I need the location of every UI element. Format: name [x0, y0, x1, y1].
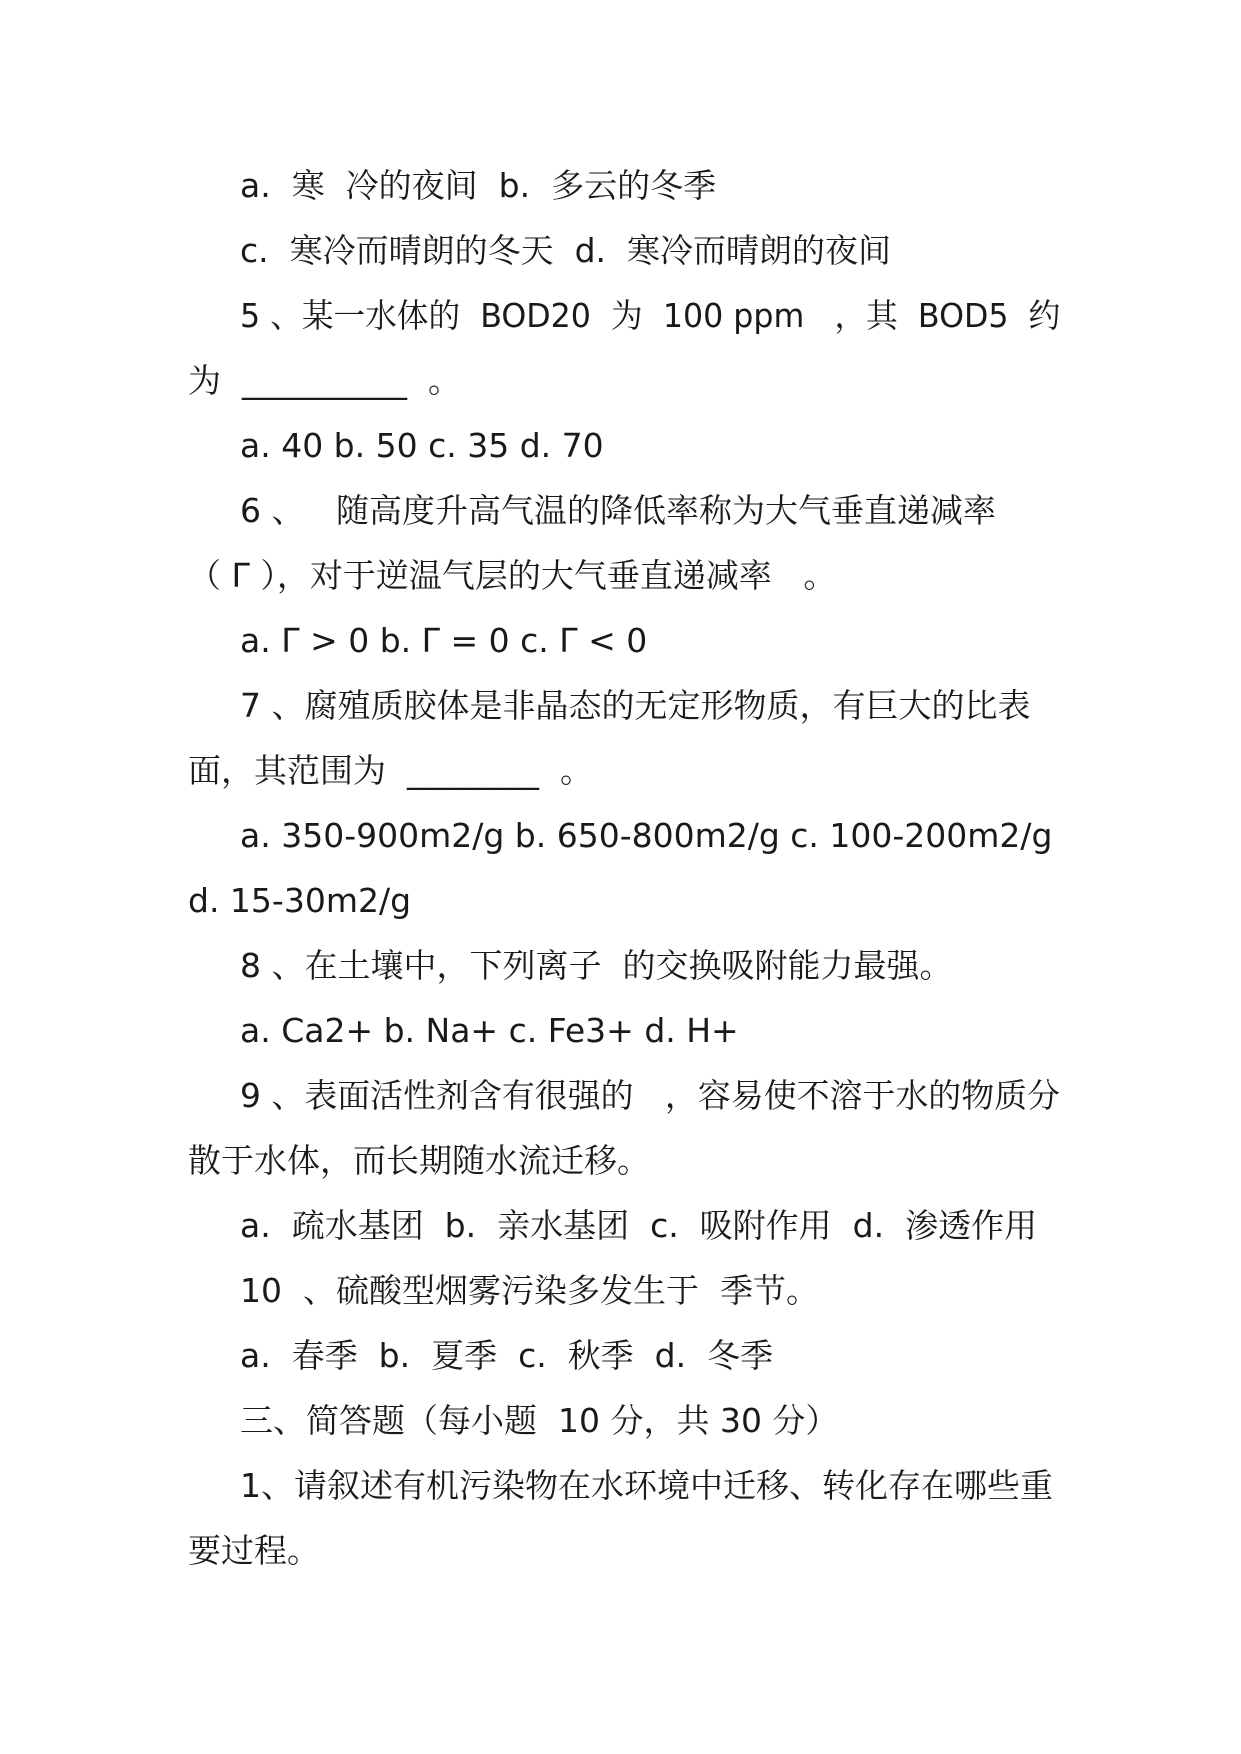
question-6: 6 、 随高度升高气温的降低率称为大气垂直递减率	[240, 491, 996, 530]
option-line-q5: a. 40 b. 50 c. 35 d. 70	[240, 426, 604, 465]
option-line-q4-cont: c. 寒冷而晴朗的冬天 d. 寒冷而晴朗的夜间	[240, 231, 892, 270]
question-7: 7 、腐殖质胶体是非晶态的无定形物质，有巨大的比表	[240, 686, 1031, 725]
question-9-cont: 散于水体，而长期随水流迁移。	[188, 1141, 650, 1180]
short-answer-1-cont: 要过程。	[188, 1531, 320, 1570]
option-line-q9: a. 疏水基团 b. 亲水基团 c. 吸附作用 d. 渗透作用	[240, 1206, 1038, 1245]
section-heading: 三、简答题（每小题 10 分，共 30 分）	[240, 1401, 839, 1440]
short-answer-1: 1、请叙述有机污染物在水环境中迁移、转化存在哪些重	[240, 1466, 1053, 1505]
option-line-q7: a. 350-900m2/g b. 650-800m2/g c. 100-200m2/g	[240, 816, 1053, 855]
option-line-q4: a. 寒 冷的夜间 b. 多云的冬季	[240, 166, 717, 205]
question-9: 9 、表面活性剂含有很强的 ，容易使不溶于水的物质分	[240, 1076, 1060, 1115]
question-5: 5 、某一水体的 BOD20 为 100 ppm ，其 BOD5 约	[240, 296, 1061, 335]
option-line-q6: a. Γ > 0 b. Γ = 0 c. Γ < 0	[240, 621, 648, 660]
question-8: 8 、在土壤中，下列离子 的交换吸附能力最强。	[240, 946, 953, 985]
question-7-cont: 面，其范围为 ________ 。	[188, 751, 593, 790]
option-line-q10: a. 春季 b. 夏季 c. 秋季 d. 冬季	[240, 1336, 774, 1375]
option-line-q7-cont: d. 15-30m2/g	[188, 881, 412, 920]
question-6-cont: （ Γ ），对于逆温气层的大气垂直递减率 。	[188, 556, 837, 595]
question-5-cont: 为 __________ 。	[188, 361, 461, 400]
question-10: 10 、硫酸型烟雾污染多发生于 季节。	[240, 1271, 819, 1310]
option-line-q8: a. Ca2+ b. Na+ c. Fe3+ d. H+	[240, 1011, 739, 1050]
